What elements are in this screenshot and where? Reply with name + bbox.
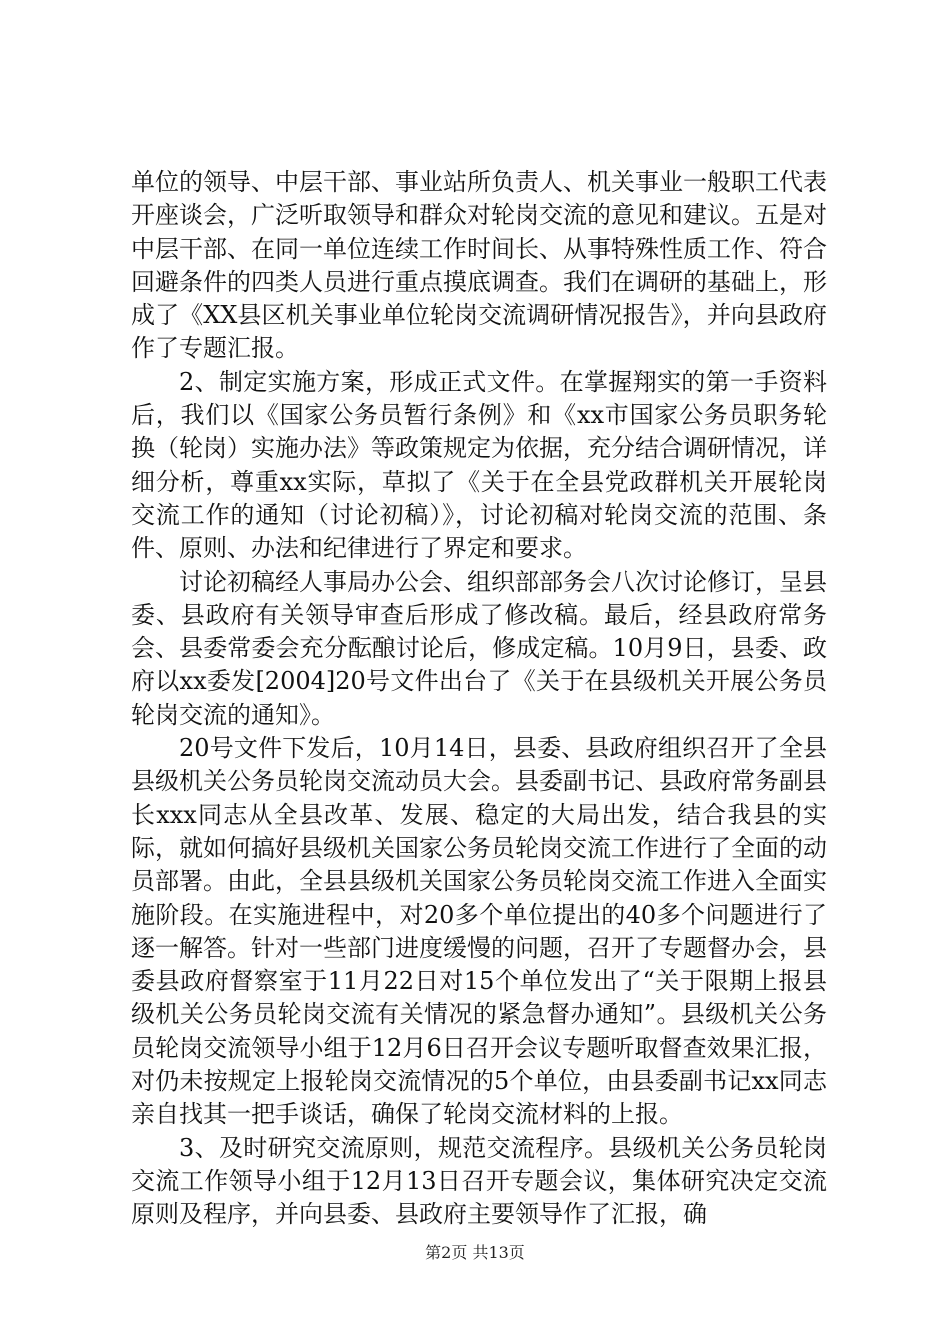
page-footer <box>0 1243 950 1263</box>
document-body <box>131 166 827 1232</box>
paragraph-1: 单位的领导、中层干部、事业站所负责人、机关事业一般职工代表开座谈会，广泛听取领导和群众对轮岗交流的意见和建议。五是对中层干部、在同一单位连续工作时间长、从事特殊性质工作、符合回避条件的四类人员进行重点摸底调查。我们在调研的基础上，形成了《XX县区机关事业单位轮岗交流调研情况报告》，并向县政府作了专题汇报。 <box>131 168 827 363</box>
paragraph-2: 2、制定实施方案，形成正式文件。在掌握翔实的第一手资料后，我们以《国家公务员暂行条例》和《xx市国家公务员职务轮换（轮岗）实施办法》等政策规定为依据，充分结合调研情况，详细分析，尊重xx实际，草拟了《关于在全县党政群机关开展轮岗交流工作的通知（讨论初稿）》，讨论初稿对轮岗交流的范围、条件、原则、办法和纪律进行了界定和要求。 <box>131 367 827 563</box>
paragraph-3: 讨论初稿经人事局办公会、组织部部务会八次讨论修订，呈县委、县政府有关领导审查后形成了修改稿。最后，经县政府常务会、县委常委会充分酝酿讨论后，修成定稿。10月9日，县委、政府以xx委发[2004]20号文件出台了《关于在县级机关开展公务员轮岗交流的通知》。 <box>131 567 827 729</box>
paragraph-5: 3、及时研究交流原则，规范交流程序。县级机关公务员轮岗交流工作领导小组于12月13日召开专题会议，集体研究决定交流原则及程序，并向县委、县政府主要领导作了汇报，确 <box>131 1133 827 1229</box>
paragraph-4: 20号文件下发后，10月14日，县委、县政府组织召开了全县县级机关公务员轮岗交流动员大会。县委副书记、县政府常务副县长xxx同志从全县改革、发展、稳定的大局出发，结合我县的实际，就如何搞好县级机关国家公务员轮岗交流工作进行了全面的动员部署。由此，全县县级机关国家公务员轮岗交流工作进入全面实施阶段。在实施进程中，对20多个单位提出的40多个问题进行了逐一解答。针对一些部门进度缓慢的问题，召开了专题督办会，县委县政府督察室于11月22日对15个单位发出了“关于限期上报县级机关公务员轮岗交流有关情况的紧急督办通知”。县级机关公务员轮岗交流领导小组于12月6日召开会议专题听取督查效果汇报，对仍未按规定上报轮岗交流情况的5个单位，由县委副书记xx同志亲自找其一把手谈话，确保了轮岗交流材料的上报。 <box>131 734 827 1129</box>
page-number-label: 第2页 共13页 <box>425 1243 525 1262</box>
